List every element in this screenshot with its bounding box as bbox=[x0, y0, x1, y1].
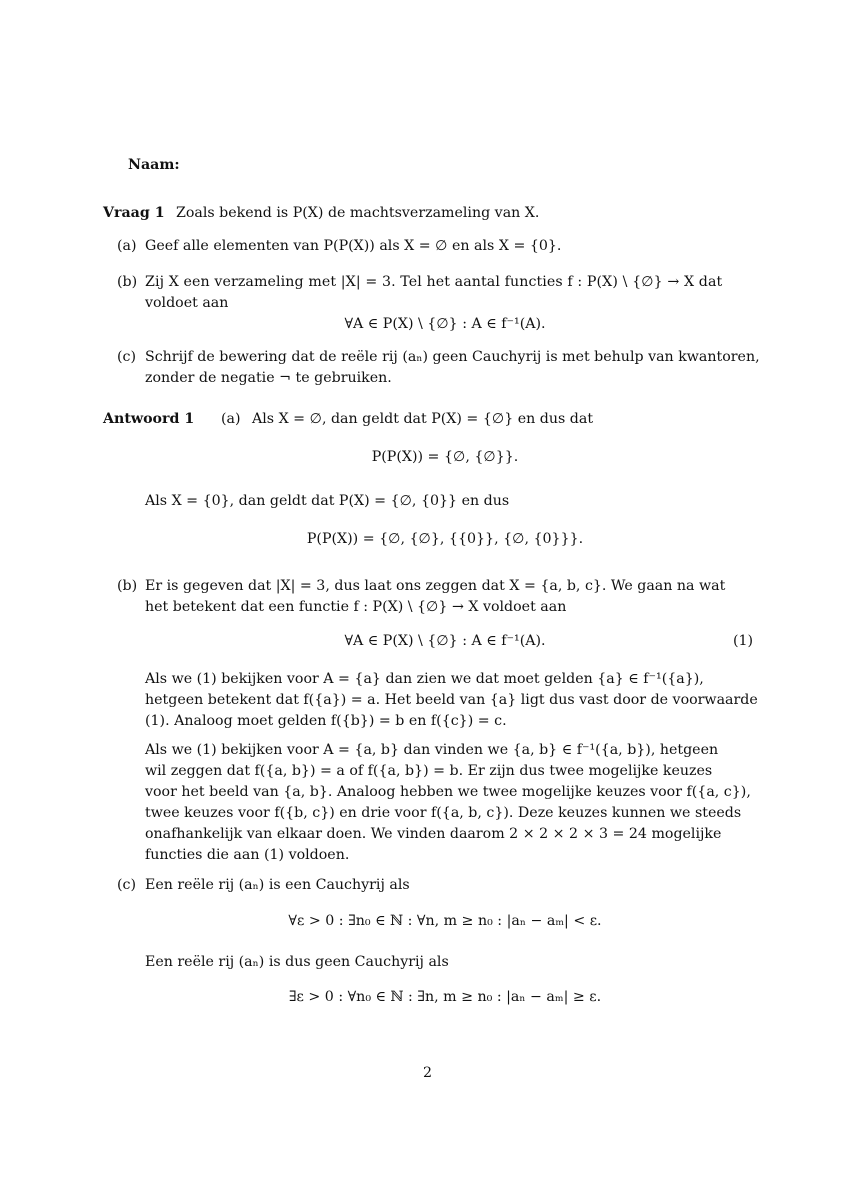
answer-b-para1-line: Als we (1) bekijken voor A = {a} dan zien we dat moet gelden {a} ∈ f⁻¹({a}), bbox=[145, 671, 704, 687]
question-part-c-line1: Schrijf de bewering dat de reële rij (aₙ) geen Cauchyrij is met behulp van kwantoren, bbox=[145, 349, 760, 365]
question-part-c-line2: zonder de negatie ¬ te gebruiken. bbox=[145, 370, 392, 386]
question-intro: Zoals bekend is P(X) de machtsverzameling van X. bbox=[176, 205, 540, 221]
answer-b-paragraph-1 bbox=[145, 669, 757, 732]
question-part-b-line1: Zij X een verzameling met |X| = 3. Tel het aantal functies f : P(X) \ {∅} → X dat bbox=[145, 274, 723, 290]
question-part-a-text: Geef alle elementen van P(P(X)) als X = ∅ en als X = {0}. bbox=[145, 238, 562, 254]
question-label: Vraag 1 bbox=[103, 205, 165, 221]
answer-b-para1-line: hetgeen betekent dat f({a}) = a. Het beeld van {a} ligt dus vast door de voorwaarde bbox=[145, 692, 758, 708]
equation-number: (1) bbox=[733, 633, 754, 649]
answer-b-para2-line: functies die aan (1) voldoen. bbox=[145, 847, 350, 863]
answer-c-formula1: ∀ε > 0 : ∃n₀ ∈ ℕ : ∀n, m ≥ n₀ : |aₙ − aₘ| < ε. bbox=[288, 913, 602, 929]
answer-b-line1: Er is gegeven dat |X| = 3, dus laat ons zeggen dat X = {a, b, c}. We gaan na wat bbox=[145, 578, 726, 594]
answer-c-line2: Een reële rij (aₙ) is dus geen Cauchyrij als bbox=[145, 954, 449, 970]
answer-b-label: (b) bbox=[117, 578, 138, 594]
page-number: 2 bbox=[423, 1065, 433, 1081]
answer-a-formula1: P(P(X)) = {∅, {∅}}. bbox=[371, 449, 519, 465]
question-part-b-line2: voldoet aan bbox=[145, 295, 229, 311]
answer-b-para2-line: voor het beeld van {a, b}. Analoog hebben we twee mogelijke keuzes voor f({a, c}), bbox=[145, 784, 751, 800]
question-part-b-formula: ∀A ∈ P(X) \ {∅} : A ∈ f⁻¹(A). bbox=[344, 316, 546, 332]
answer-b-line2: het betekent dat een functie f : P(X) \ {∅} → X voldoet aan bbox=[145, 599, 567, 615]
answer-b-para1-line: (1). Analoog moet gelden f({b}) = b en f({c}) = c. bbox=[145, 713, 507, 729]
answer-a-line2: Als X = {0}, dan geldt dat P(X) = {∅, {0}} en dus bbox=[145, 493, 510, 509]
answer-b-para2-line: onafhankelijk van elkaar doen. We vinden daarom 2 × 2 × 2 × 3 = 24 mogelijke bbox=[145, 826, 722, 842]
answer-c-label: (c) bbox=[117, 877, 137, 893]
answer-b-para2-line: twee keuzes voor f({b, c}) en drie voor f({a, b, c}). Deze keuzes kunnen we steeds bbox=[145, 805, 742, 821]
answer-b-para2-line: Als we (1) bekijken voor A = {a, b} dan vinden we {a, b} ∈ f⁻¹({a, b}), hetgeen bbox=[145, 742, 719, 758]
question-part-a-label: (a) bbox=[117, 238, 137, 254]
answer-b-paragraph-2 bbox=[145, 740, 757, 866]
answer-c-formula2: ∃ε > 0 : ∀n₀ ∈ ℕ : ∃n, m ≥ n₀ : |aₙ − aₘ| ≥ ε. bbox=[288, 989, 602, 1005]
answer-a-label: (a) bbox=[221, 411, 241, 427]
answer-b-para2-line: wil zeggen dat f({a, b}) = a of f({a, b}) = b. Er zijn dus twee mogelijke keuzes bbox=[145, 763, 713, 779]
name-label: Naam: bbox=[128, 157, 180, 173]
answer-c-line1: Een reële rij (aₙ) is een Cauchyrij als bbox=[145, 877, 410, 893]
answer-label: Antwoord 1 bbox=[103, 411, 195, 427]
question-part-b-label: (b) bbox=[117, 274, 138, 290]
answer-a-formula2: P(P(X)) = {∅, {∅}, {{0}}, {∅, {0}}}. bbox=[306, 531, 584, 547]
question-part-c-label: (c) bbox=[117, 349, 137, 365]
answer-b-formula: ∀A ∈ P(X) \ {∅} : A ∈ f⁻¹(A). bbox=[344, 633, 546, 649]
answer-a-line1: Als X = ∅, dan geldt dat P(X) = {∅} en dus dat bbox=[252, 411, 594, 427]
